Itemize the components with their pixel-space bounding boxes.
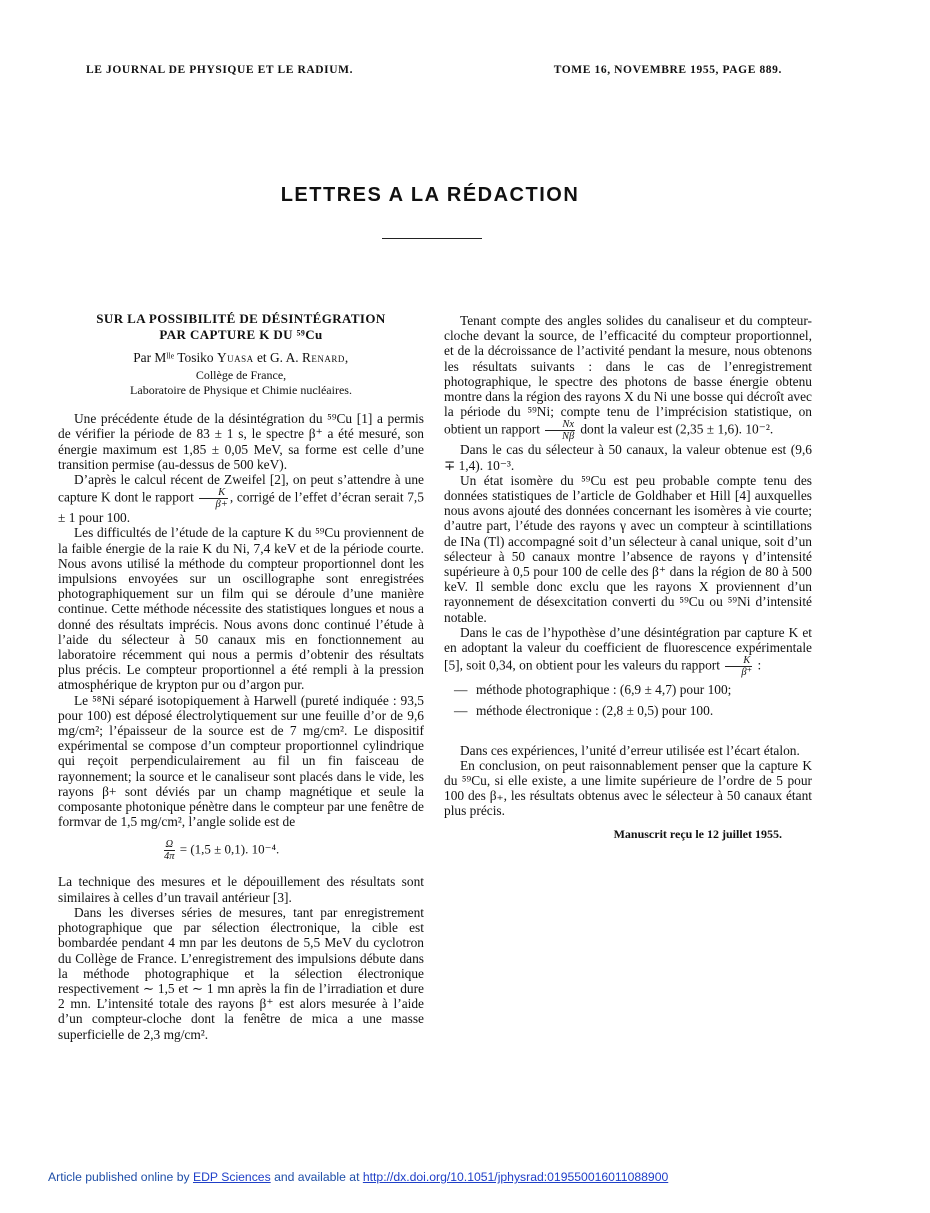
- journal-header: LE JOURNAL DE PHYSIQUE ET LE RADIUM.: [86, 64, 354, 76]
- ratio-k-beta-plus-denominator: β⁺: [741, 667, 753, 679]
- publisher-link[interactable]: EDP Sciences: [193, 1170, 271, 1184]
- paragraph-7-text-a: Tenant compte des angles solides du canaliseur et du compteur-cloche devant la source, de l’efficacité du compteur proportionnel, et de la décroissance de l’activité pendant la mesure, nous obtenons les résultats suivants : dans le cas de l’enregistrement photographique, le spectre des photons de basse énergie obtenu montre dans la région des rayons X du Ni une bosse qui décroît avec la période du ⁵⁹Ni; compte tenu de l’imprécision statistique, on obtient un rapport: [444, 313, 812, 437]
- ratio-k-beta-plus-numerator: K: [725, 655, 752, 667]
- issue-header: TOME 16, NOVEMBRE 1955, PAGE 889.: [553, 64, 782, 76]
- footer-middle: and available at: [274, 1170, 360, 1184]
- article-title-line1: SUR LA POSSIBILITÉ DE DÉSINTÉGRATION: [96, 311, 386, 326]
- ratio-nx-nbeta: [545, 419, 575, 442]
- solid-angle-equation: [162, 839, 424, 862]
- ratio-k-beta: [199, 487, 227, 510]
- paragraph-10: [444, 625, 812, 678]
- paragraph-6: Dans les diverses séries de mesures, tant par enregistrement photographique que par sélection électronique, la cible est bombardée pendant 4 mn par les deutons de 5,5 MeV du cyclotron du Collège de France. L’enregistrement des impulsions débute dans la méthode photographique et la sélection électronique respectivement ∼ 1,5 et ∼ 1 mn après la fin de l’irradiation et dure 2 mn. L’intensité totale des rayons β⁺ est alors mesurée à l’aide d’un compteur-cloche dont la fenêtre de mica a une masse superficielle de 2,3 mg/cm².: [58, 904, 424, 1042]
- paragraph-10-text-a: Dans le cas de l’hypothèse d’une désintégration par capture K et en adoptant la valeur du coefficient de fluorescence expérimentale [5], soit 0,34, on obtient pour les valeurs du rapport: [444, 624, 812, 673]
- article-authors: [58, 350, 424, 365]
- ratio-k-beta-plus: [725, 655, 752, 678]
- solid-angle-numerator: Ω: [165, 839, 174, 851]
- affiliation-line1: Collège de France,: [195, 368, 287, 383]
- publication-footer: [48, 1170, 668, 1184]
- paragraph-11: Dans ces expériences, l’unité d’erreur utilisée est l’écart étalon.: [460, 742, 800, 758]
- author-renard: Renard,: [302, 350, 349, 365]
- paragraph-6-start: [58, 905, 424, 1042]
- paragraph-2: [58, 472, 424, 525]
- ratio-nx-nbeta-denominator: Nβ: [562, 431, 575, 443]
- article-title: [58, 311, 424, 343]
- paragraph-10-text-b: :: [757, 657, 762, 673]
- paragraph-2-text-b: , corrigé de l’effet d’écran serait 7,5 ± 1 pour 100.: [58, 489, 424, 526]
- result-electronic: méthode électronique : (2,8 ± 0,5) pour 100.: [476, 703, 714, 719]
- paragraph-2-text-a: D’après le calcul récent de Zweifel [2], on peut s’attendre à une capture K dont le rapport: [58, 472, 424, 505]
- solid-angle-fraction: [164, 839, 175, 862]
- affiliation-line2: Laboratoire de Physique et Chimie nucléaires.: [130, 382, 352, 397]
- left-column: [58, 311, 424, 1042]
- paragraph-12: En conclusion, on peut raisonnablement penser que la capture K du ⁵⁹Cu, si elle existe, a une limite supérieure de l’ordre de 5 pour 100 des β₊, les résultats obtenus avec le sélecteur à 50 canaux étant plus précis.: [444, 757, 812, 819]
- ratio-k-beta-denominator: β+: [215, 499, 228, 511]
- doi-link[interactable]: http://dx.doi.org/10.1051/jphysrad:019550016011088900: [362, 1170, 669, 1184]
- right-column: [444, 313, 812, 842]
- paragraph-7-text-b: dont la valeur est (2,35 ± 1,6). 10⁻².: [580, 422, 774, 437]
- paragraph-3: Les difficultés de l’étude de la capture K du ⁵⁹Cu proviennent de la faible énergie de la raie K du Ni, 7,4 keV et de la période courte. Nous avons utilisé la méthode du compteur proportionnel dont les impulsions envoyées sur un oscillographe sont enregistrées photographiquement sur un film qui se déroule d’une manière continue. Cette méthode nécessite des statistiques longues et nous a donné des résultats imprécis. Nous avons donc continué l’étude à l’aide du sélecteur à 50 canaux mis en fonctionnement au laboratoire récemment qui nous a permis d’obtenir des résultats plus précis. Le compteur proportionnel a été rempli à la pression atmosphérique de krypton pur ou d’argon pur.: [58, 525, 424, 693]
- author-yuasa: Yuasa: [216, 350, 254, 365]
- section-title: LETTRES A LA RÉDACTION: [280, 184, 580, 206]
- title-divider: [382, 238, 482, 239]
- paragraph-8: Dans le cas du sélecteur à 50 canaux, la valeur obtenue est (9,6 ∓ 1,4). 10⁻³.: [444, 442, 812, 473]
- affiliation: [58, 368, 424, 397]
- paragraph-1: Une précédente étude de la désintégration du ⁵⁹Cu [1] a permis de vérifier la période de 83 ± 1 s, le spectre β⁺ a été mesuré, son énergie maximum est 1,85 ± 0,05 MeV, sa forme est celle d’une transition permise (au-dessus de 500 keV).: [58, 411, 424, 472]
- article-title-line2: PAR CAPTURE K DU ⁵⁹Cu: [159, 327, 323, 342]
- paragraph-4: Le ⁵⁸Ni séparé isotopiquement à Harwell (pureté indiquée : 93,5 pour 100) est déposé électrolytiquement sur une feuille d’or de 9,6 mg/cm²; l’épaisseur de la source est de 7 mg/cm². Le dispositif expérimental se compose d’un compteur proportionnel cylindrique qui reçoit perpendiculairement au fil un fin faisceau de rayonnement; la source et le canaliseur sont placés dans le vide, les rayons β+ sont déviés par un champ magnétique et seule la composante photonique pénètre dans le compteur par une fenêtre de formvar de 1,5 mg/cm², l’angle solide est de: [58, 692, 424, 830]
- list-item: — méthode photographique : (6,9 ± 4,7) pour 100;: [454, 682, 732, 698]
- spacer: [444, 725, 812, 743]
- results-list: [454, 682, 812, 718]
- ratio-nx-nbeta-numerator: Nx: [545, 419, 575, 431]
- paragraph-7: [444, 313, 812, 442]
- authors-prefix: Par Mˡˡᵉ Tosiko: [133, 350, 214, 365]
- manuscript-received-note: Manuscrit reçu le 12 juillet 1955.: [613, 826, 782, 841]
- result-photographic: méthode photographique : (6,9 ± 4,7) pour 100;: [476, 682, 732, 698]
- solid-angle-denominator: 4π: [164, 851, 175, 863]
- authors-and: et G. A.: [256, 350, 299, 365]
- paragraph-5: La technique des mesures et le dépouillement des résultats sont similaires à celles d’un travail antérieur [3].: [58, 874, 424, 905]
- footer-prefix: Article published online by: [48, 1170, 190, 1184]
- solid-angle-value: = (1,5 ± 0,1). 10⁻⁴.: [179, 841, 280, 857]
- list-item: — méthode électronique : (2,8 ± 0,5) pour 100.: [454, 703, 714, 719]
- paragraph-9: Un état isomère du ⁵⁹Cu est peu probable compte tenu des données statistiques de l’article de Goldhaber et Hill [4] auxquelles nous avons ajouté des données concernant les isomères à vie courte; d’autre part, l’étude des rayons γ avec un compteur à scintillations de INa (Tl) accompagné soit d’un sélecteur à canal unique, soit d’un sélecteur à 50 canaux montre l’absence de rayons γ d’intensité supérieure à 0,5 pour 100 de celle des β⁺ dans la région de 80 à 500 keV. Il semble donc exclu que les rayons X proviennent d’un rayonnement de désexcitation converti du ⁵⁹Cu ou ⁵⁹Ni d’intensité notable.: [444, 472, 812, 625]
- ratio-k-beta-numerator: K: [199, 487, 227, 499]
